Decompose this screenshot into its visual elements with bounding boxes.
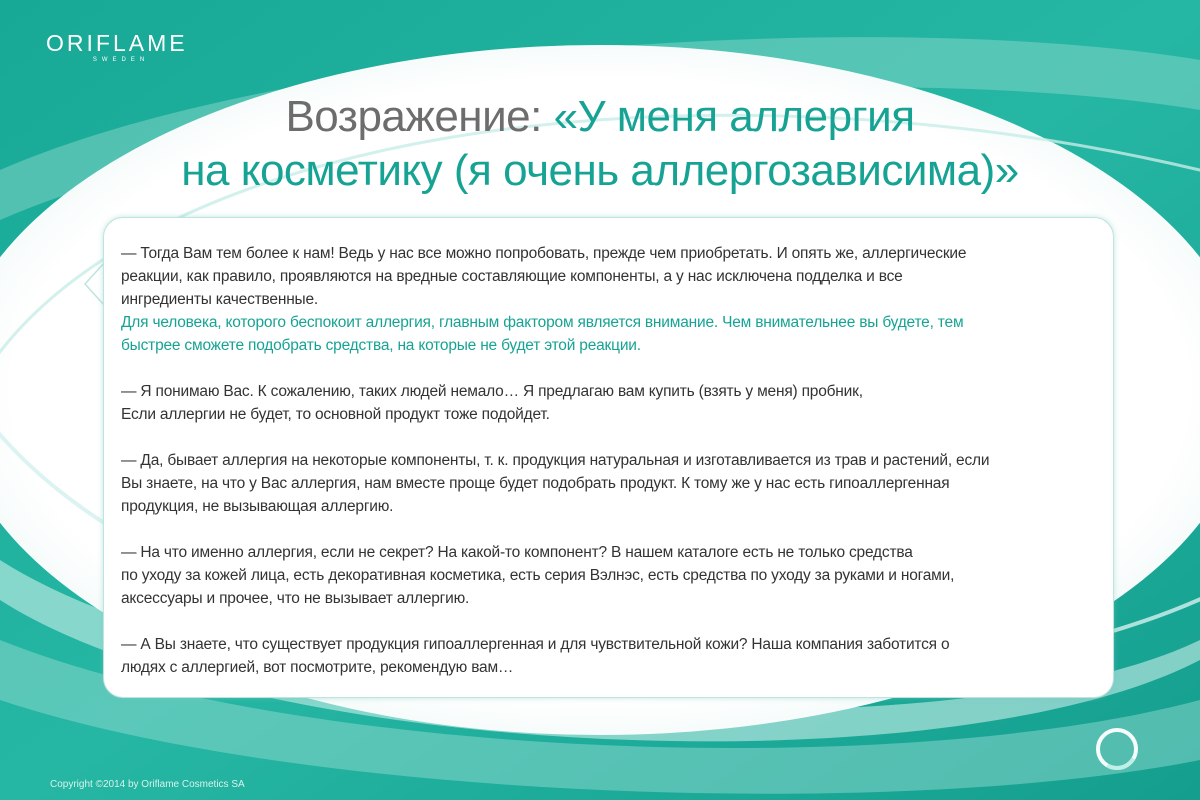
answer-5 [121,633,1121,679]
answer-5-line-2: людях с аллергией, вот посмотрите, рекомендую вам… [121,659,514,676]
answer-1-line-1: — Тогда Вам тем более к нам! Ведь у нас все можно попробовать, прежде чем приобретать. И опять же, аллергические [121,245,967,262]
answer-2-line-1: — Я понимаю Вас. К сожалению, таких людей немало… Я предлагаю вам купить (взять у меня) пробник, [121,383,863,400]
page-title [100,90,1100,198]
answer-1-accent-line-2: быстрее сможете подобрать средства, на которые не будет этой реакции. [121,337,641,354]
answer-3-line-2: Вы знаете, на что у Вас аллергия, нам вместе проще будет подобрать продукт. К тому же у нас есть гипоаллергенная [121,475,950,492]
title-prefix: Возражение: [285,92,554,141]
brand-tagline: SWEDEN [92,57,150,63]
answer-1-line-3: ингредиенты качественные. [121,291,319,308]
answer-5-line-1: — А Вы знаете, что существует продукция гипоаллергенная и для чувствительной кожи? Наша компания заботится о [121,636,950,653]
title-line-2: на косметику (я очень аллергозависима)» [181,146,1019,195]
answer-4-line-1: — На что именно аллергия, если не секрет? На какой-то компонент? В нашем каталоге есть не только средства [121,544,913,561]
answer-1-accent-line-1: Для человека, которого беспокоит аллергия, главным фактором является внимание. Чем внимательнее вы будете, тем [121,314,964,331]
title-line-1 [100,90,1100,144]
ring-icon [1091,723,1143,775]
brand-name: ORIFLAME [46,30,188,56]
brand-logo [46,30,206,63]
answer-2-line-2: Если аллергии не будет, то основной продукт тоже подойдет. [121,406,550,423]
title-quote-start: «У меня аллергия [553,92,915,141]
answer-1 [121,242,1121,357]
answer-4-line-2: по уходу за кожей лица, есть декоративная косметика, есть серия Вэлнэс, есть средства по уходу за руками и ногами, [121,567,955,584]
answer-4 [121,541,1121,610]
answer-2 [121,380,1121,426]
answers-text [121,242,1121,702]
answer-3 [121,449,1121,518]
answer-3-line-3: продукция, не вызывающая аллергию. [121,498,394,515]
answer-3-line-1: — Да, бывает аллергия на некоторые компоненты, т. к. продукция натуральная и изготавливается из трав и растений, если [121,452,990,469]
answer-4-line-3: аксессуары и прочее, что не вызывает аллергию. [121,590,470,607]
copyright: Copyright ©2014 by Oriflame Cosmetics SA [50,779,245,790]
answer-1-line-2: реакции, как правило, проявляются на вредные составляющие компоненты, а у нас исключена подделка и все [121,268,903,285]
